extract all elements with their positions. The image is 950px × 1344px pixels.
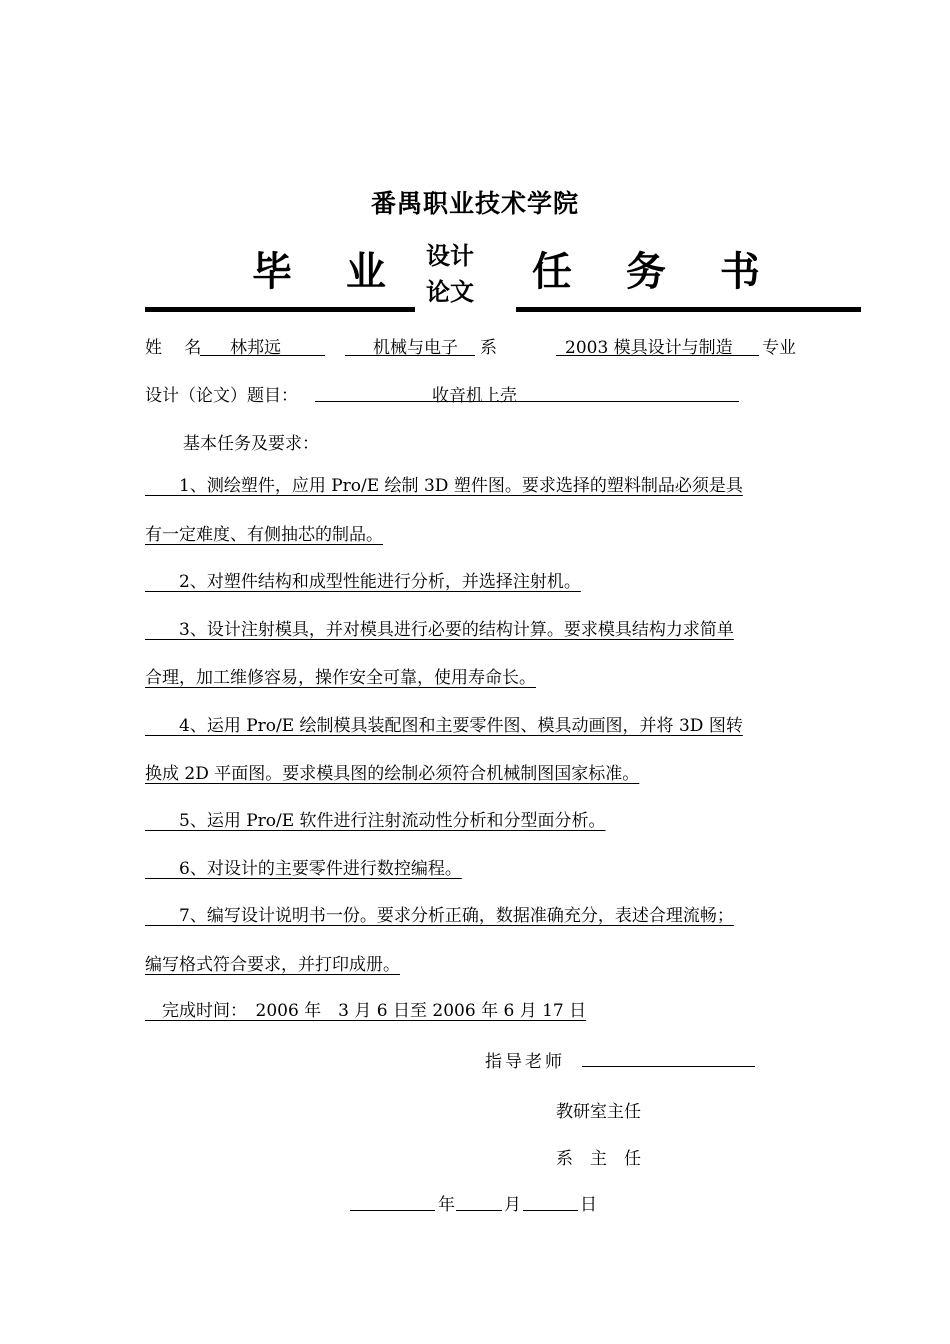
requirement-line: 7、编写设计说明书一份。要求分析正确，数据准确充分，表述合理流畅； (145, 906, 734, 926)
advisor-label: 指导老师 (485, 1052, 565, 1072)
requirement-line: 2、对塑件结构和成型性能进行分析，并选择注射机。 (145, 572, 581, 592)
title-graduation: 毕 业 (252, 249, 406, 295)
title-rule-right (516, 307, 861, 312)
topic-underline (315, 401, 739, 402)
year-line (350, 1210, 435, 1211)
advisor-signature-line (582, 1066, 755, 1067)
major-suffix: 专业 (762, 338, 796, 358)
major-underline (556, 355, 759, 356)
dept-suffix: 系 (480, 338, 497, 358)
requirement-line: 1、测绘塑件，应用 Pro/E 绘制 3D 塑件图。要求选择的塑料制品必须是具 (145, 476, 743, 496)
requirement-line: 换成 2D 平面图。要求模具图的绘制必须符合机械制图国家标准。 (145, 764, 640, 784)
school-name: 番禺职业技术学院 (370, 189, 579, 218)
requirement-line: 6、对设计的主要零件进行数控编程。 (145, 859, 462, 879)
director-label: 教研室主任 (556, 1102, 641, 1122)
day-line (523, 1210, 578, 1211)
dept-underline (345, 355, 475, 356)
name-underline (200, 355, 325, 356)
requirement-line: 合理，加工维修容易，操作安全可靠，使用寿命长。 (145, 668, 536, 688)
name-label: 姓 名 (145, 338, 202, 358)
topic-label: 设计（论文）题目： (145, 386, 298, 406)
month-label: 月 (504, 1195, 521, 1215)
topic-value: 收音机上壳 (432, 386, 517, 406)
requirement-line: 5、运用 Pro/E 软件进行注射流动性分析和分型面分析。 (145, 811, 606, 831)
title-rule-left (145, 307, 415, 312)
title-design: 设计 (426, 242, 474, 270)
dean-label: 系 主 任 (556, 1149, 641, 1169)
dept-value: 机械与电子 (373, 338, 458, 358)
completion-time: 完成时间： 2006 年 3 月 6 日至 2006 年 6 月 17 日 (145, 1001, 587, 1021)
requirement-line: 3、设计注射模具，并对模具进行必要的结构计算。要求模具结构力求简单 (145, 620, 734, 640)
title-thesis: 论文 (426, 278, 474, 306)
requirement-line: 有一定难度、有侧抽芯的制品。 (145, 525, 383, 545)
major-value: 2003 模具设计与制造 (565, 338, 733, 358)
requirements-heading: 基本任务及要求： (183, 434, 319, 454)
name-value: 林邦远 (230, 338, 281, 358)
requirement-line: 4、运用 Pro/E 绘制模具装配图和主要零件图、模具动画图，并将 3D 图转 (145, 716, 743, 736)
month-line (456, 1210, 502, 1211)
year-label: 年 (438, 1195, 455, 1215)
day-label: 日 (580, 1195, 597, 1215)
requirement-line: 编写格式符合要求，并打印成册。 (145, 955, 400, 975)
title-task-book: 任 务 书 (532, 249, 780, 295)
